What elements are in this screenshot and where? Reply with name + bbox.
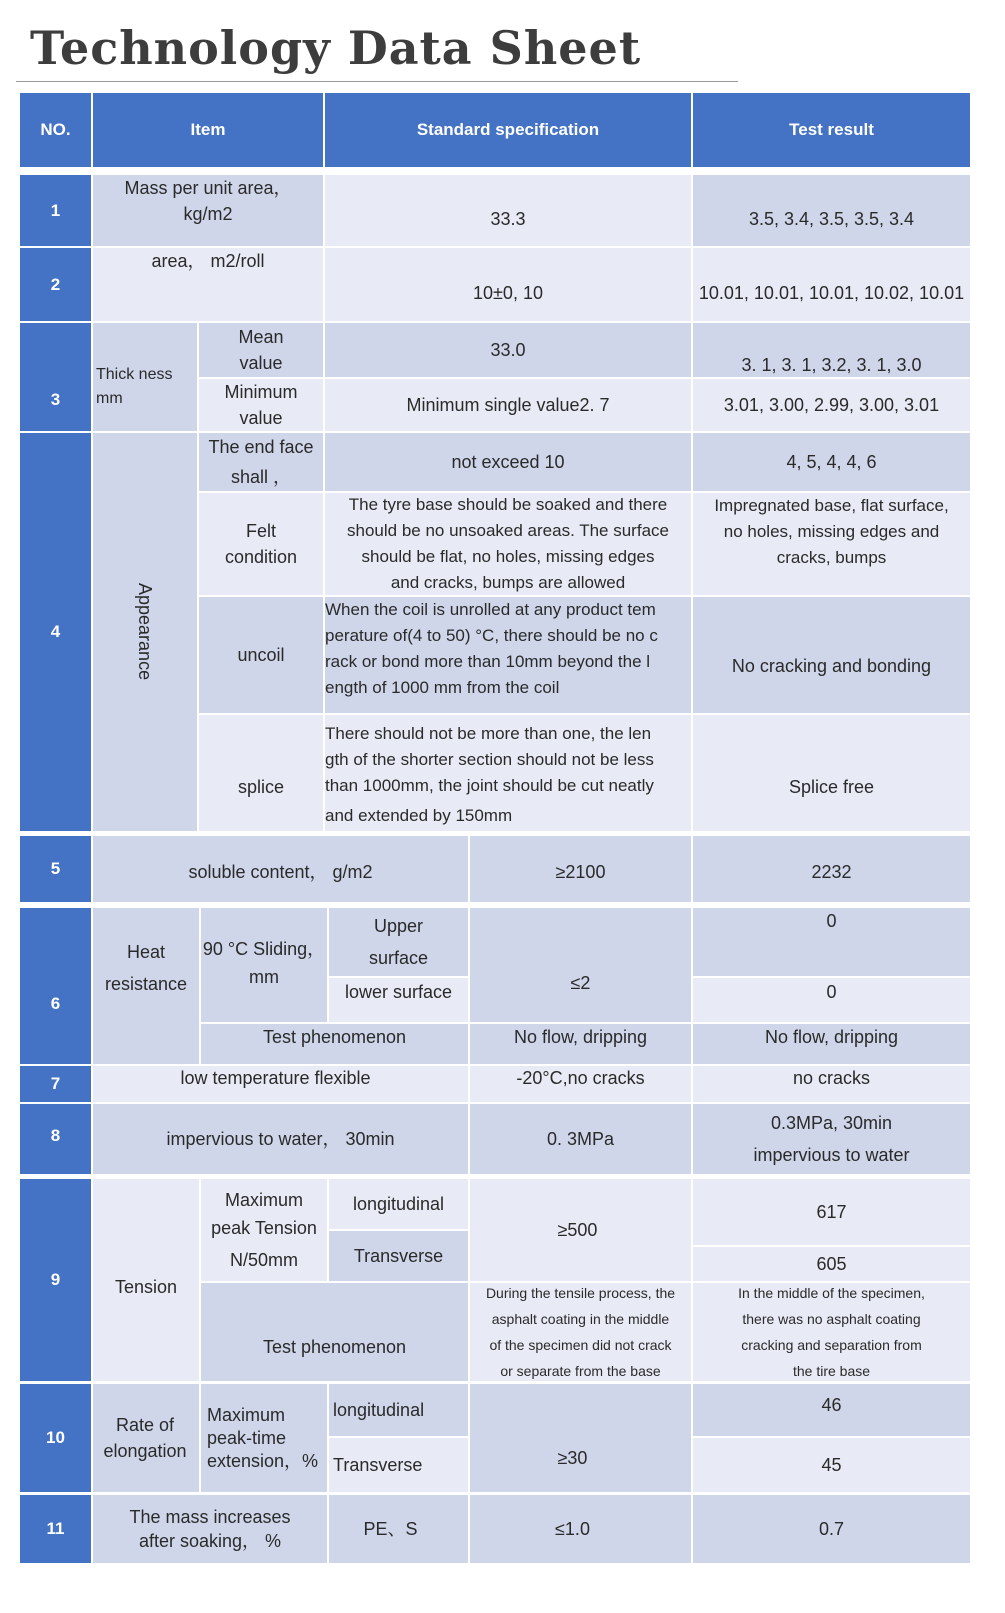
row-3-item [93, 323, 197, 431]
row-3-result-minimum: 3.01, 3.00, 2.99, 3.00, 3.01 [693, 379, 970, 431]
row-8-no: 8 [20, 1104, 91, 1174]
row-3-result-mean: 3. 1, 3. 1, 3.2, 3. 1, 3.0 [693, 323, 970, 377]
row-5-item: soluble content， g/m2 [93, 836, 468, 902]
row-1-result: 3.5, 3.4, 3.5, 3.5, 3.4 [693, 175, 970, 246]
row-4-standard-uncoil-line-2: perature of(4 to 50) °C, there should be no c [325, 626, 658, 645]
row-3-sub-mean [199, 323, 323, 377]
row-3-sub-mean-line-1: Mean [238, 327, 284, 347]
row-9-sub-max-tension-line-3: N/50mm [229, 1250, 298, 1270]
row-11-item [93, 1495, 327, 1563]
row-4-no: 4 [20, 433, 91, 831]
row-6-upper-surface-line-1: Upper [373, 916, 424, 936]
row-10-no: 10 [20, 1384, 91, 1492]
row-4-sub-end-face [199, 433, 323, 491]
row-3-item-line-2: mm [96, 390, 123, 407]
row-4-sub-felt-line-1: Felt [245, 521, 276, 541]
row-6-sub-sliding-line-2: mm [249, 967, 279, 987]
row-8-result-line-2: impervious to water [753, 1145, 910, 1165]
row-10-sub-max-extension [201, 1384, 327, 1492]
row-4-standard-felt [325, 493, 691, 595]
row-1-item-line-1: Mass per unit area， [124, 178, 292, 198]
header-no: NO. [20, 93, 91, 167]
row-6-item-line-1: Heat [126, 942, 166, 962]
row-10-item [93, 1384, 199, 1492]
row-4-result-felt-line-3: cracks, bumps [776, 548, 887, 567]
row-6-result-lower: 0 [693, 978, 970, 1022]
row-9-phenomenon-result [693, 1283, 970, 1381]
row-6-upper-surface-line-2: surface [368, 948, 429, 968]
row-3-sub-minimum-line-1: Minimum [224, 382, 298, 402]
row-9-phenomenon-result-line-4: the tire base [792, 1363, 871, 1379]
row-8-result-line-1: 0.3MPa, 30min [770, 1113, 893, 1133]
row-5-standard: ≥2100 [470, 836, 691, 902]
row-7-item: low temperature flexible [93, 1066, 468, 1102]
row-9-phenomenon-result-line-3: cracking and separation from [741, 1337, 922, 1353]
row-4-standard-felt-line-4: and cracks, bumps are allowed [390, 573, 626, 592]
row-4-result-felt-line-1: Impregnated base, flat surface, [714, 496, 949, 515]
row-6-standard: ≤2 [470, 908, 691, 1022]
row-4-result-uncoil: No cracking and bonding [693, 597, 970, 713]
row-4-result-felt-line-2: no holes, missing edges and [723, 522, 940, 541]
row-9-transverse: Transverse [329, 1231, 468, 1281]
page-title: Technology Data Sheet [30, 21, 642, 75]
row-4-sub-uncoil: uncoil [199, 597, 323, 713]
row-6-phenomenon-standard: No flow, dripping [470, 1024, 691, 1064]
row-2-no: 2 [20, 248, 91, 321]
row-4-sub-felt [199, 493, 323, 595]
row-9-phenomenon-standard-line-3: of the specimen did not crack [489, 1337, 672, 1353]
row-2-item: area， m2/roll [93, 248, 323, 321]
row-11-item-line-2: after soaking， % [138, 1531, 282, 1551]
row-11-standard: ≤1.0 [470, 1495, 691, 1563]
row-4-result-felt [693, 493, 970, 595]
row-11-no: 11 [20, 1495, 91, 1563]
row-3-standard-minimum: Minimum single value2. 7 [325, 379, 691, 431]
row-9-phenomenon-standard-line-2: asphalt coating in the middle [491, 1311, 670, 1327]
row-11-sub: PE、S [329, 1495, 468, 1563]
row-1-no: 1 [20, 175, 91, 246]
row-2-result: 10.01, 10.01, 10.01, 10.02, 10.01 [693, 248, 970, 321]
row-4-item-label: Appearance [135, 583, 155, 681]
row-9-result-transverse: 605 [693, 1247, 970, 1281]
row-4-standard-uncoil-line-1: When the coil is unrolled at any product tem [325, 600, 656, 619]
row-3-item-line-1: Thick ness [96, 366, 173, 383]
row-9-sub-max-tension-line-1: Maximum [224, 1190, 303, 1210]
row-6-item-line-2: resistance [104, 974, 188, 994]
row-10-standard: ≥30 [470, 1384, 691, 1492]
row-4-standard-uncoil [325, 597, 691, 713]
row-10-result-longitudinal: 46 [693, 1384, 970, 1436]
row-8-item: impervious to water， 30min [93, 1104, 468, 1174]
row-9-no: 9 [20, 1179, 91, 1381]
row-7-standard: -20°C,no cracks [470, 1066, 691, 1102]
row-6-lower-surface: lower surface [329, 978, 468, 1022]
row-4-standard-end-face: not exceed 10 [325, 433, 691, 491]
row-3-sub-minimum-line-2: value [239, 408, 283, 428]
row-8-standard: 0. 3MPa [470, 1104, 691, 1174]
row-9-phenomenon-result-line-1: In the middle of the specimen, [738, 1285, 925, 1301]
row-5-no: 5 [20, 836, 91, 902]
row-3-sub-minimum [199, 379, 323, 431]
row-6-phenomenon-result: No flow, dripping [693, 1024, 970, 1064]
row-5-result: 2232 [693, 836, 970, 902]
row-4-result-end-face: 4, 5, 4, 4, 6 [693, 433, 970, 491]
row-4-sub-end-face-line-1: The end face [208, 437, 314, 457]
header-item: Item [93, 93, 323, 167]
row-4-item [93, 433, 197, 831]
row-10-item-line-1: Rate of [115, 1415, 175, 1435]
row-9-phenomenon-result-line-2: there was no asphalt coating [742, 1311, 921, 1327]
row-4-standard-splice-line-1: There should not be more than one, the len [325, 724, 652, 743]
row-11-item-line-1: The mass increases [129, 1507, 291, 1527]
row-9-result-longitudinal: 617 [693, 1179, 970, 1245]
row-6-sub-sliding-line-1: 90 °C Sliding， [202, 939, 326, 959]
header-standard: Standard specification [325, 93, 691, 167]
row-8-result [693, 1104, 970, 1174]
row-1-item [93, 175, 323, 246]
row-4-standard-felt-line-1: The tyre base should be soaked and there [348, 495, 668, 514]
row-7-no: 7 [20, 1066, 91, 1102]
row-4-sub-end-face-line-2: shall ， [230, 467, 292, 487]
row-9-item: Tension [93, 1179, 199, 1381]
row-9-sub-max-tension [201, 1179, 327, 1281]
row-4-standard-uncoil-line-4: ength of 1000 mm from the coil [325, 678, 560, 697]
row-6-result-upper: 0 [693, 908, 970, 976]
row-9-phenomenon-standard-line-1: During the tensile process, the [485, 1285, 676, 1301]
row-4-standard-splice [325, 715, 691, 831]
row-3-standard-mean: 33.0 [325, 323, 691, 377]
row-4-standard-felt-line-3: should be flat, no holes, missing edges [361, 547, 655, 566]
row-9-phenomenon-standard-line-4: or separate from the base [500, 1363, 661, 1379]
row-9-phenomenon: Test phenomenon [201, 1283, 468, 1381]
row-9-phenomenon-standard [470, 1283, 691, 1381]
row-6-phenomenon: Test phenomenon [201, 1024, 468, 1064]
row-1-item-line-2: kg/m2 [183, 204, 233, 224]
row-9-standard: ≥500 [470, 1179, 691, 1281]
row-10-item-line-2: elongation [103, 1441, 187, 1461]
row-4-sub-splice: splice [199, 715, 323, 831]
row-6-sub-sliding [201, 908, 327, 1022]
row-4-sub-felt-line-2: condition [224, 547, 298, 567]
row-4-standard-uncoil-line-3: rack or bond more than 10mm beyond the l [325, 652, 651, 671]
row-10-longitudinal: longitudinal [329, 1384, 468, 1436]
row-4-standard-splice-line-3: than 1000mm, the joint should be cut neatly [325, 776, 654, 795]
row-4-standard-felt-line-2: should be no unsoaked areas. The surface [347, 521, 669, 540]
header-result: Test result [693, 93, 970, 167]
title-underline [16, 81, 738, 82]
row-7-result: no cracks [693, 1066, 970, 1102]
row-3-no: 3 [20, 323, 91, 431]
row-10-sub-max-extension-line-2: peak-time [207, 1427, 287, 1448]
row-4-standard-splice-line-4: and extended by 150mm [325, 806, 513, 825]
row-10-sub-max-extension-line-3: extension，% [207, 1450, 319, 1471]
row-6-upper-surface [329, 908, 468, 976]
row-2-standard: 10±0, 10 [325, 248, 691, 321]
row-9-longitudinal: longitudinal [329, 1179, 468, 1229]
row-10-result-transverse: 45 [693, 1438, 970, 1492]
row-11-result: 0.7 [693, 1495, 970, 1563]
row-9-sub-max-tension-line-2: peak Tension [211, 1218, 317, 1238]
row-6-item [93, 908, 199, 1064]
row-10-sub-max-extension-line-1: Maximum [207, 1404, 286, 1425]
row-4-standard-splice-line-2: gth of the shorter section should not be less [325, 750, 654, 769]
row-6-no: 6 [20, 908, 91, 1064]
row-3-sub-mean-line-2: value [239, 353, 283, 373]
row-4-result-splice: Splice free [693, 715, 970, 831]
row-1-standard: 33.3 [325, 175, 691, 246]
row-10-transverse: Transverse [329, 1438, 468, 1492]
